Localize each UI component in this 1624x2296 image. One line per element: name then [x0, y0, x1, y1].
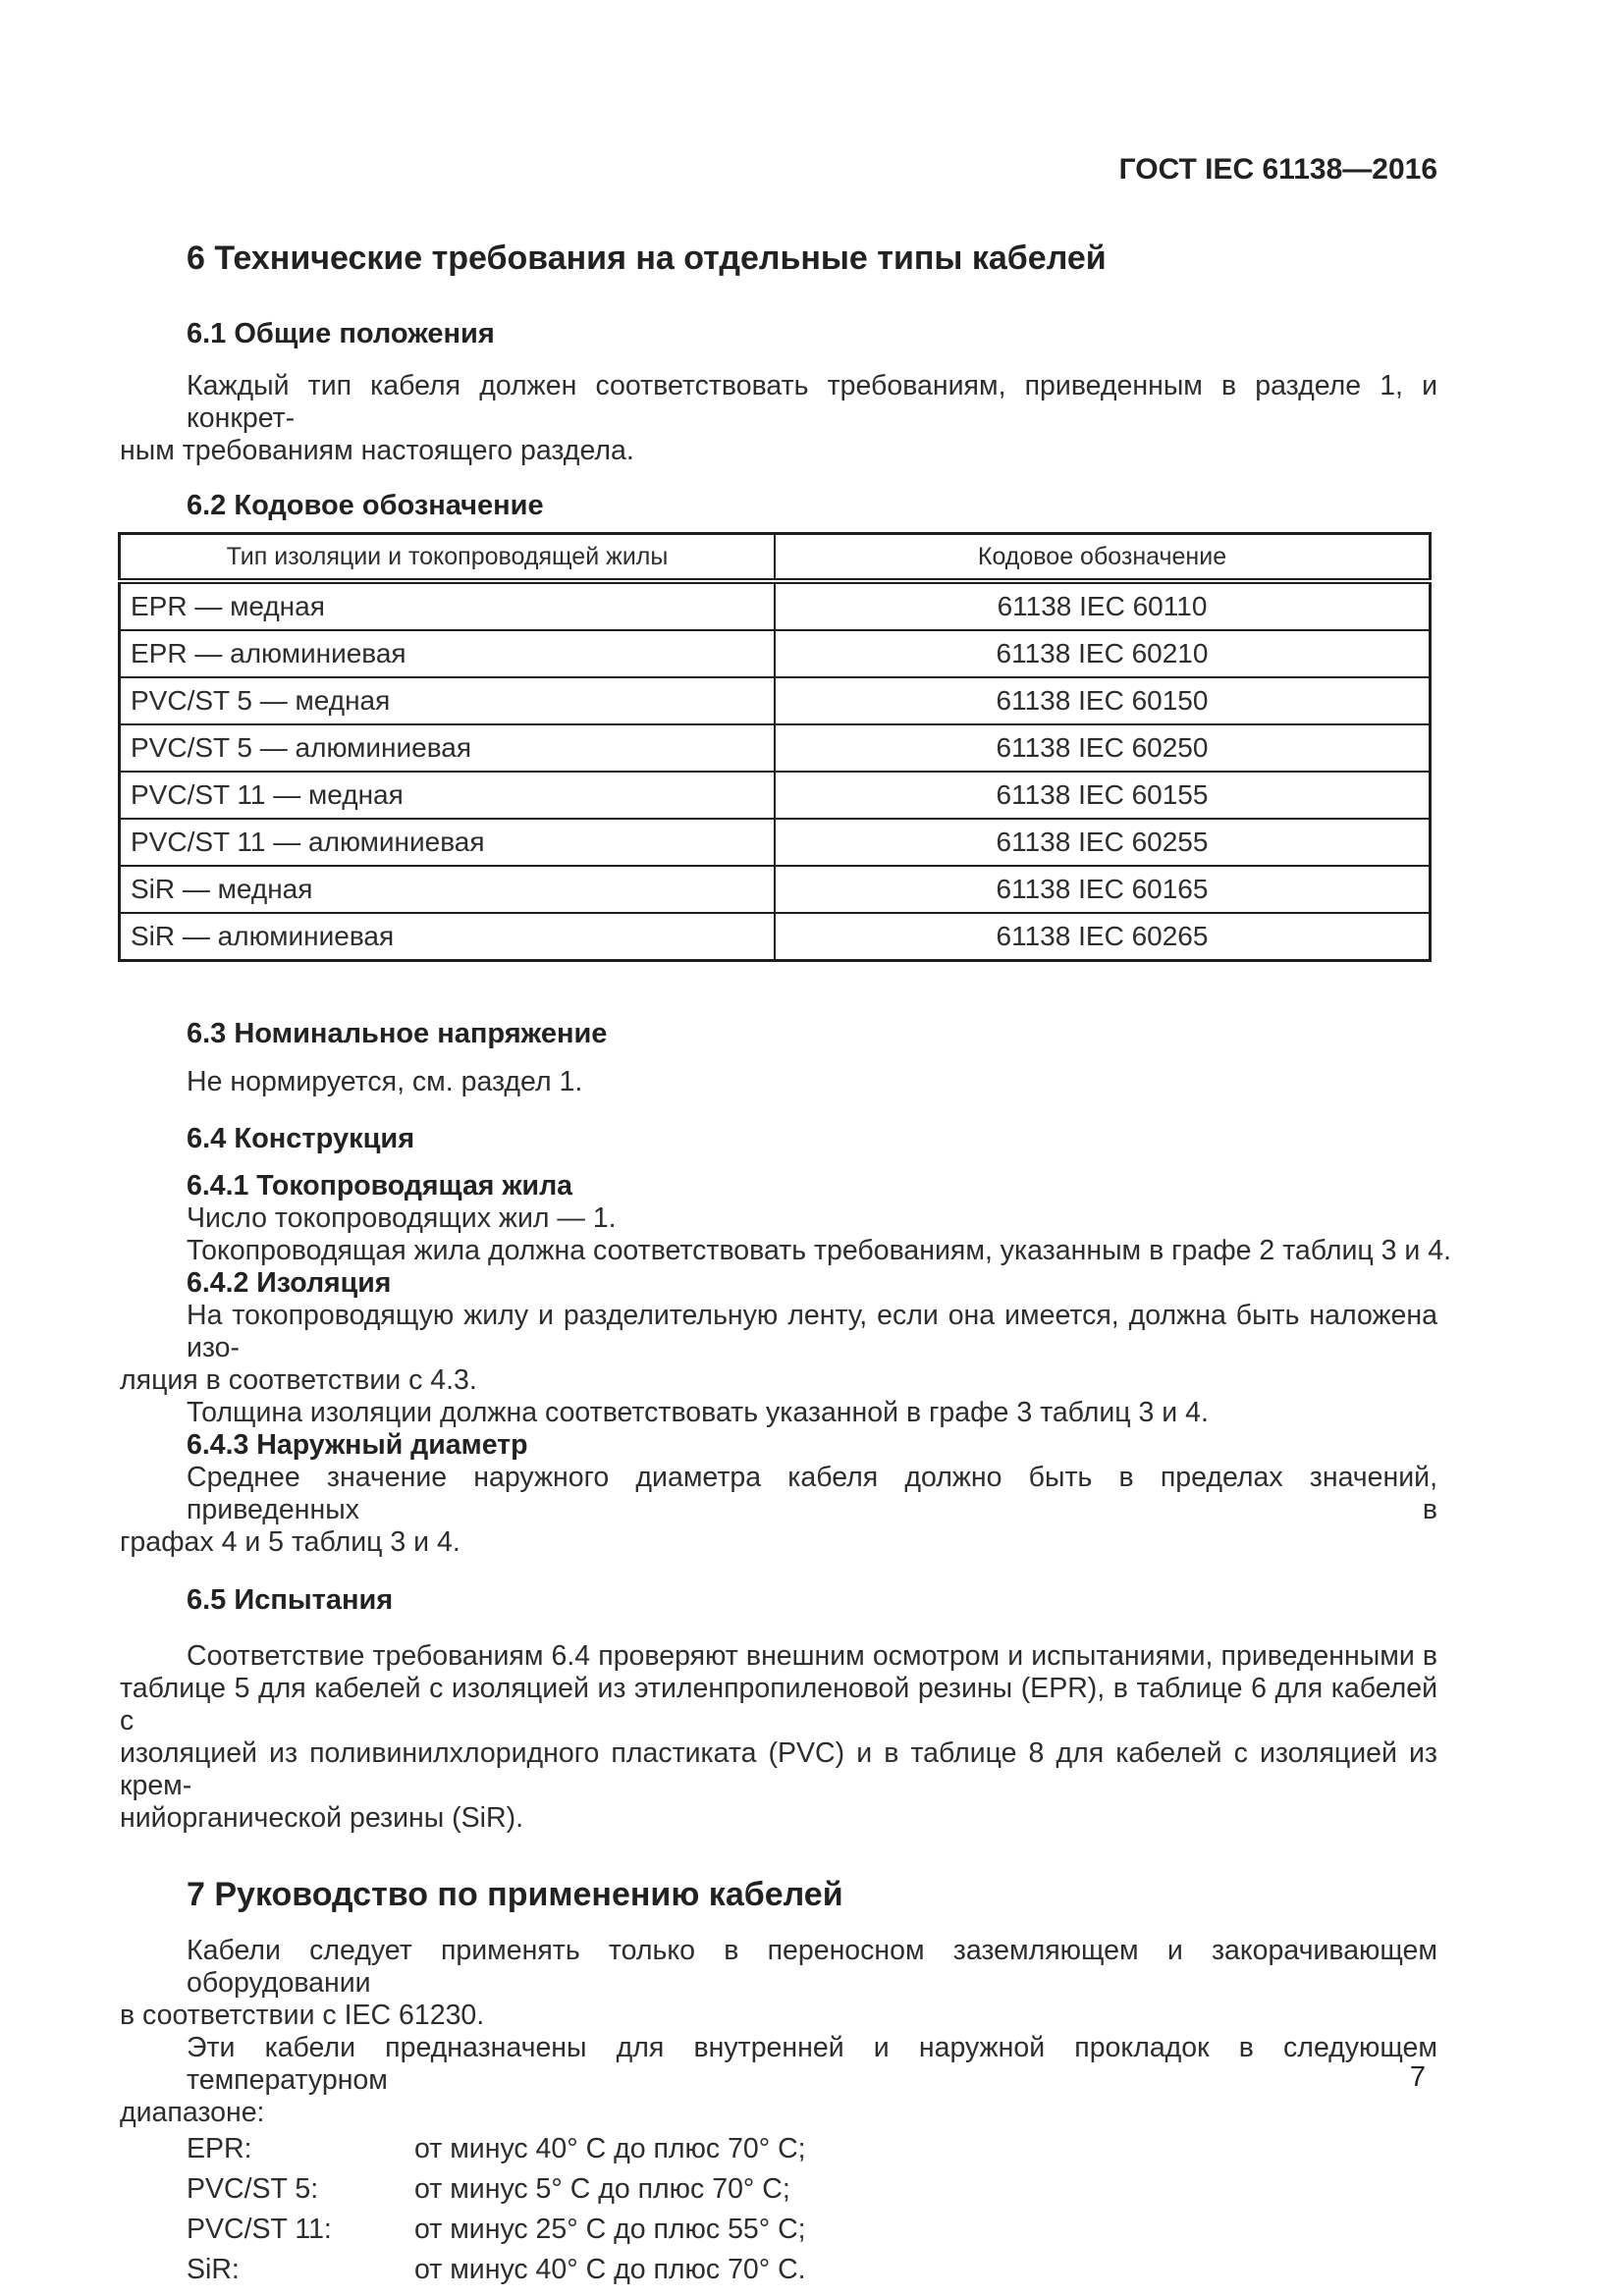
- paragraph-line: Толщина изоляции должна соответствовать указанной в графе 3 таблиц 3 и 4.: [187, 1397, 1209, 1428]
- document-code-header: ГОСТ IEC 61138—2016: [1118, 153, 1437, 186]
- cell-insulation-type: EPR — алюминиевая: [120, 630, 776, 677]
- paragraph-line: ным требованиям настоящего раздела.: [120, 435, 634, 466]
- cell-code: 61138 IEC 60165: [775, 866, 1431, 913]
- code-designation-table: [118, 532, 1432, 962]
- section-6-1-paragraph: [120, 370, 1437, 467]
- section-6-4-1-block: [120, 1170, 1451, 1559]
- temperature-range-list: [120, 2129, 1437, 2290]
- section-6-4-title: 6.4 Конструкция: [187, 1123, 415, 1154]
- cell-insulation-type: PVC/ST 11 — медная: [120, 772, 776, 819]
- table-row: [120, 677, 1431, 724]
- paragraph-line: ляция в соответствии с 4.3.: [120, 1364, 477, 1396]
- section-7-title: 7 Руководство по применению кабелей: [187, 1876, 843, 1913]
- cell-insulation-type: EPR — медная: [120, 581, 776, 630]
- section-6-5-paragraph: [120, 1640, 1437, 1835]
- temp-range-value: от минус 25° С до плюс 55° С;: [414, 2214, 806, 2245]
- paragraph-line: Число токопроводящих жил — 1.: [187, 1202, 617, 1234]
- table-row: [120, 630, 1431, 677]
- cell-insulation-type: SiR — алюминиевая: [120, 913, 776, 961]
- paragraph-line: нийорганической резины (SiR).: [120, 1802, 524, 1834]
- table-row: [120, 866, 1431, 913]
- temp-range-row: [187, 2210, 1437, 2250]
- section-6-4-3-title: 6.4.3 Наружный диаметр: [187, 1429, 528, 1461]
- table-row: [120, 913, 1431, 961]
- paragraph-line: Кабели следует применять только в переносном заземляющем и закорачивающем оборудовании: [187, 1935, 1437, 1999]
- paragraph-line: графах 4 и 5 таблиц 3 и 4.: [120, 1526, 460, 1558]
- paragraph-line: Не нормируется, см. раздел 1.: [187, 1066, 583, 1097]
- paragraph-line: Соответствие требованиям 6.4 проверяют внешним осмотром и испытаниями, приведенными в: [187, 1640, 1437, 1672]
- temp-range-value: от минус 40° С до плюс 70° С;: [414, 2133, 806, 2164]
- table-header-row: [120, 534, 1431, 582]
- temp-range-label: PVC/ST 11:: [187, 2214, 332, 2245]
- section-6-1-title: 6.1 Общие положения: [187, 318, 495, 349]
- cell-code: 61138 IEC 60255: [775, 819, 1431, 866]
- cell-code: 61138 IEC 60265: [775, 913, 1431, 961]
- cell-code: 61138 IEC 60210: [775, 630, 1431, 677]
- cell-insulation-type: PVC/ST 5 — медная: [120, 677, 776, 724]
- temp-range-row: [187, 2250, 1437, 2290]
- table-row: [120, 724, 1431, 772]
- section-6-4-1-title: 6.4.1 Токопроводящая жила: [187, 1170, 573, 1201]
- paragraph-line: таблице 5 для кабелей с изоляцией из этиленпропиленовой резины (EPR), в таблице 6 для кабелей с: [120, 1673, 1437, 1736]
- temp-range-label: SiR:: [187, 2254, 240, 2285]
- cell-insulation-type: PVC/ST 11 — алюминиевая: [120, 819, 776, 866]
- table-header-code: Кодовое обозначение: [775, 534, 1431, 582]
- paragraph-line: Среднее значение наружного диаметра кабеля должно быть в пределах значений, приведенных в: [187, 1462, 1437, 1525]
- temp-range-value: от минус 40° С до плюс 70° С.: [414, 2254, 806, 2285]
- section-6-2-title: 6.2 Кодовое обозначение: [187, 490, 544, 521]
- temp-range-value: от минус 5° С до плюс 70° С;: [414, 2173, 790, 2205]
- cell-code: 61138 IEC 60110: [775, 581, 1431, 630]
- temp-range-label: PVC/ST 5:: [187, 2173, 319, 2205]
- section-6-3-paragraph: [120, 1066, 1437, 1098]
- table-header-type: Тип изоляции и токопроводящей жилы: [120, 534, 776, 582]
- temp-range-row: [187, 2129, 1437, 2169]
- paragraph-line: изоляцией из поливинилхлоридного пластиката (PVC) и в таблице 8 для кабелей с изоляцией из крем-: [120, 1737, 1437, 1801]
- temp-range-label: EPR:: [187, 2133, 252, 2164]
- section-6-3-title: 6.3 Номинальное напряжение: [187, 1018, 608, 1049]
- section-7-paragraph-2: [120, 2032, 1437, 2129]
- table-row: [120, 581, 1431, 630]
- table-row: [120, 772, 1431, 819]
- paragraph-line: Эти кабели предназначены для внутренней и наружной прокладок в следующем температурном: [187, 2032, 1437, 2096]
- paragraph-line: Токопроводящая жила должна соответствовать требованиям, указанным в графе 2 таблиц 3 и 4.: [187, 1235, 1451, 1266]
- paragraph-line: Каждый тип кабеля должен соответствовать требованиям, приведенным в разделе 1, и конкрет-: [187, 370, 1437, 434]
- cell-code: 61138 IEC 60150: [775, 677, 1431, 724]
- paragraph-line: в соответствии с IEC 61230.: [120, 2000, 485, 2031]
- section-6-4-2-title: 6.4.2 Изоляция: [187, 1267, 392, 1299]
- temp-range-row: [187, 2169, 1437, 2210]
- cell-insulation-type: PVC/ST 5 — алюминиевая: [120, 724, 776, 772]
- page-number: 7: [1409, 2061, 1426, 2093]
- section-6-title: 6 Технические требования на отдельные типы кабелей: [187, 240, 1107, 277]
- cell-code: 61138 IEC 60155: [775, 772, 1431, 819]
- section-6-5-title: 6.5 Испытания: [187, 1584, 394, 1616]
- cell-insulation-type: SiR — медная: [120, 866, 776, 913]
- section-7-paragraph-1: [120, 1935, 1437, 2032]
- paragraph-line: диапазоне:: [120, 2097, 265, 2128]
- cell-code: 61138 IEC 60250: [775, 724, 1431, 772]
- table-row: [120, 819, 1431, 866]
- paragraph-line: На токопроводящую жилу и разделительную ленту, если она имеется, должна быть наложена изо-: [187, 1300, 1437, 1363]
